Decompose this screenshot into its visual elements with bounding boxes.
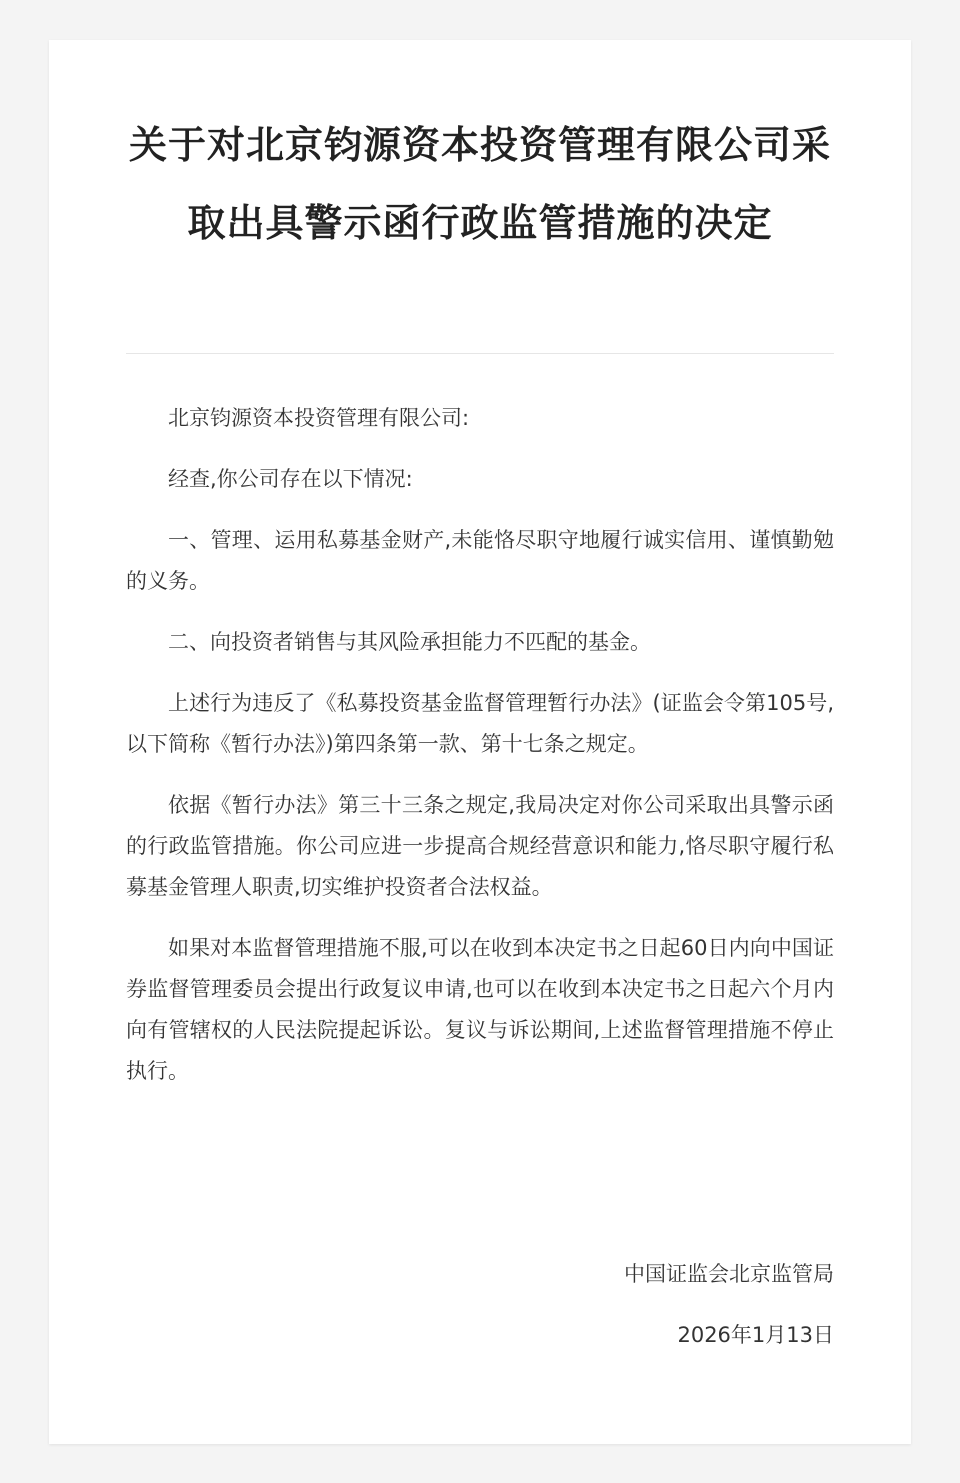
- addressee: 北京钧源资本投资管理有限公司:: [168, 406, 470, 430]
- issuer-name: 中国证监会北京监管局: [624, 1262, 834, 1286]
- paragraph-decision: 依据《暂行办法》第三十三条之规定,我局决定对你公司采取出具警示函的行政监管措施。你公司应进一步提高合规经营意识和能力,恪尽职守履行私募基金管理人职责,切实维护投资者合法权益。: [126, 793, 834, 899]
- document-card: [49, 40, 911, 1444]
- document-title: 关于对北京钧源资本投资管理有限公司采取出具警示函行政监管措施的决定: [128, 123, 831, 245]
- paragraph-finding-1: 一、管理、运用私募基金财产,未能恪尽职守地履行诚实信用、谨慎勤勉的义务。: [126, 528, 834, 593]
- document-body: [126, 398, 834, 1112]
- title-divider: [126, 353, 834, 354]
- issue-date: 2026年1月13日: [677, 1323, 834, 1347]
- paragraph-finding-2: 二、向投资者销售与其风险承担能力不匹配的基金。: [168, 630, 651, 654]
- paragraph-findings-intro: 经查,你公司存在以下情况:: [168, 467, 413, 491]
- paragraph-violation: 上述行为违反了《私募投资基金监督管理暂行办法》(证监会令第105号,以下简称《暂行办法》)第四条第一款、第十七条之规定。: [126, 691, 834, 756]
- paragraph-appeal: 如果对本监督管理措施不服,可以在收到本决定书之日起60日内向中国证券监督管理委员会提出行政复议申请,也可以在收到本决定书之日起六个月内向有管辖权的人民法院提起诉讼。复议与诉讼期间,上述监督管理措施不停止执行。: [126, 936, 834, 1083]
